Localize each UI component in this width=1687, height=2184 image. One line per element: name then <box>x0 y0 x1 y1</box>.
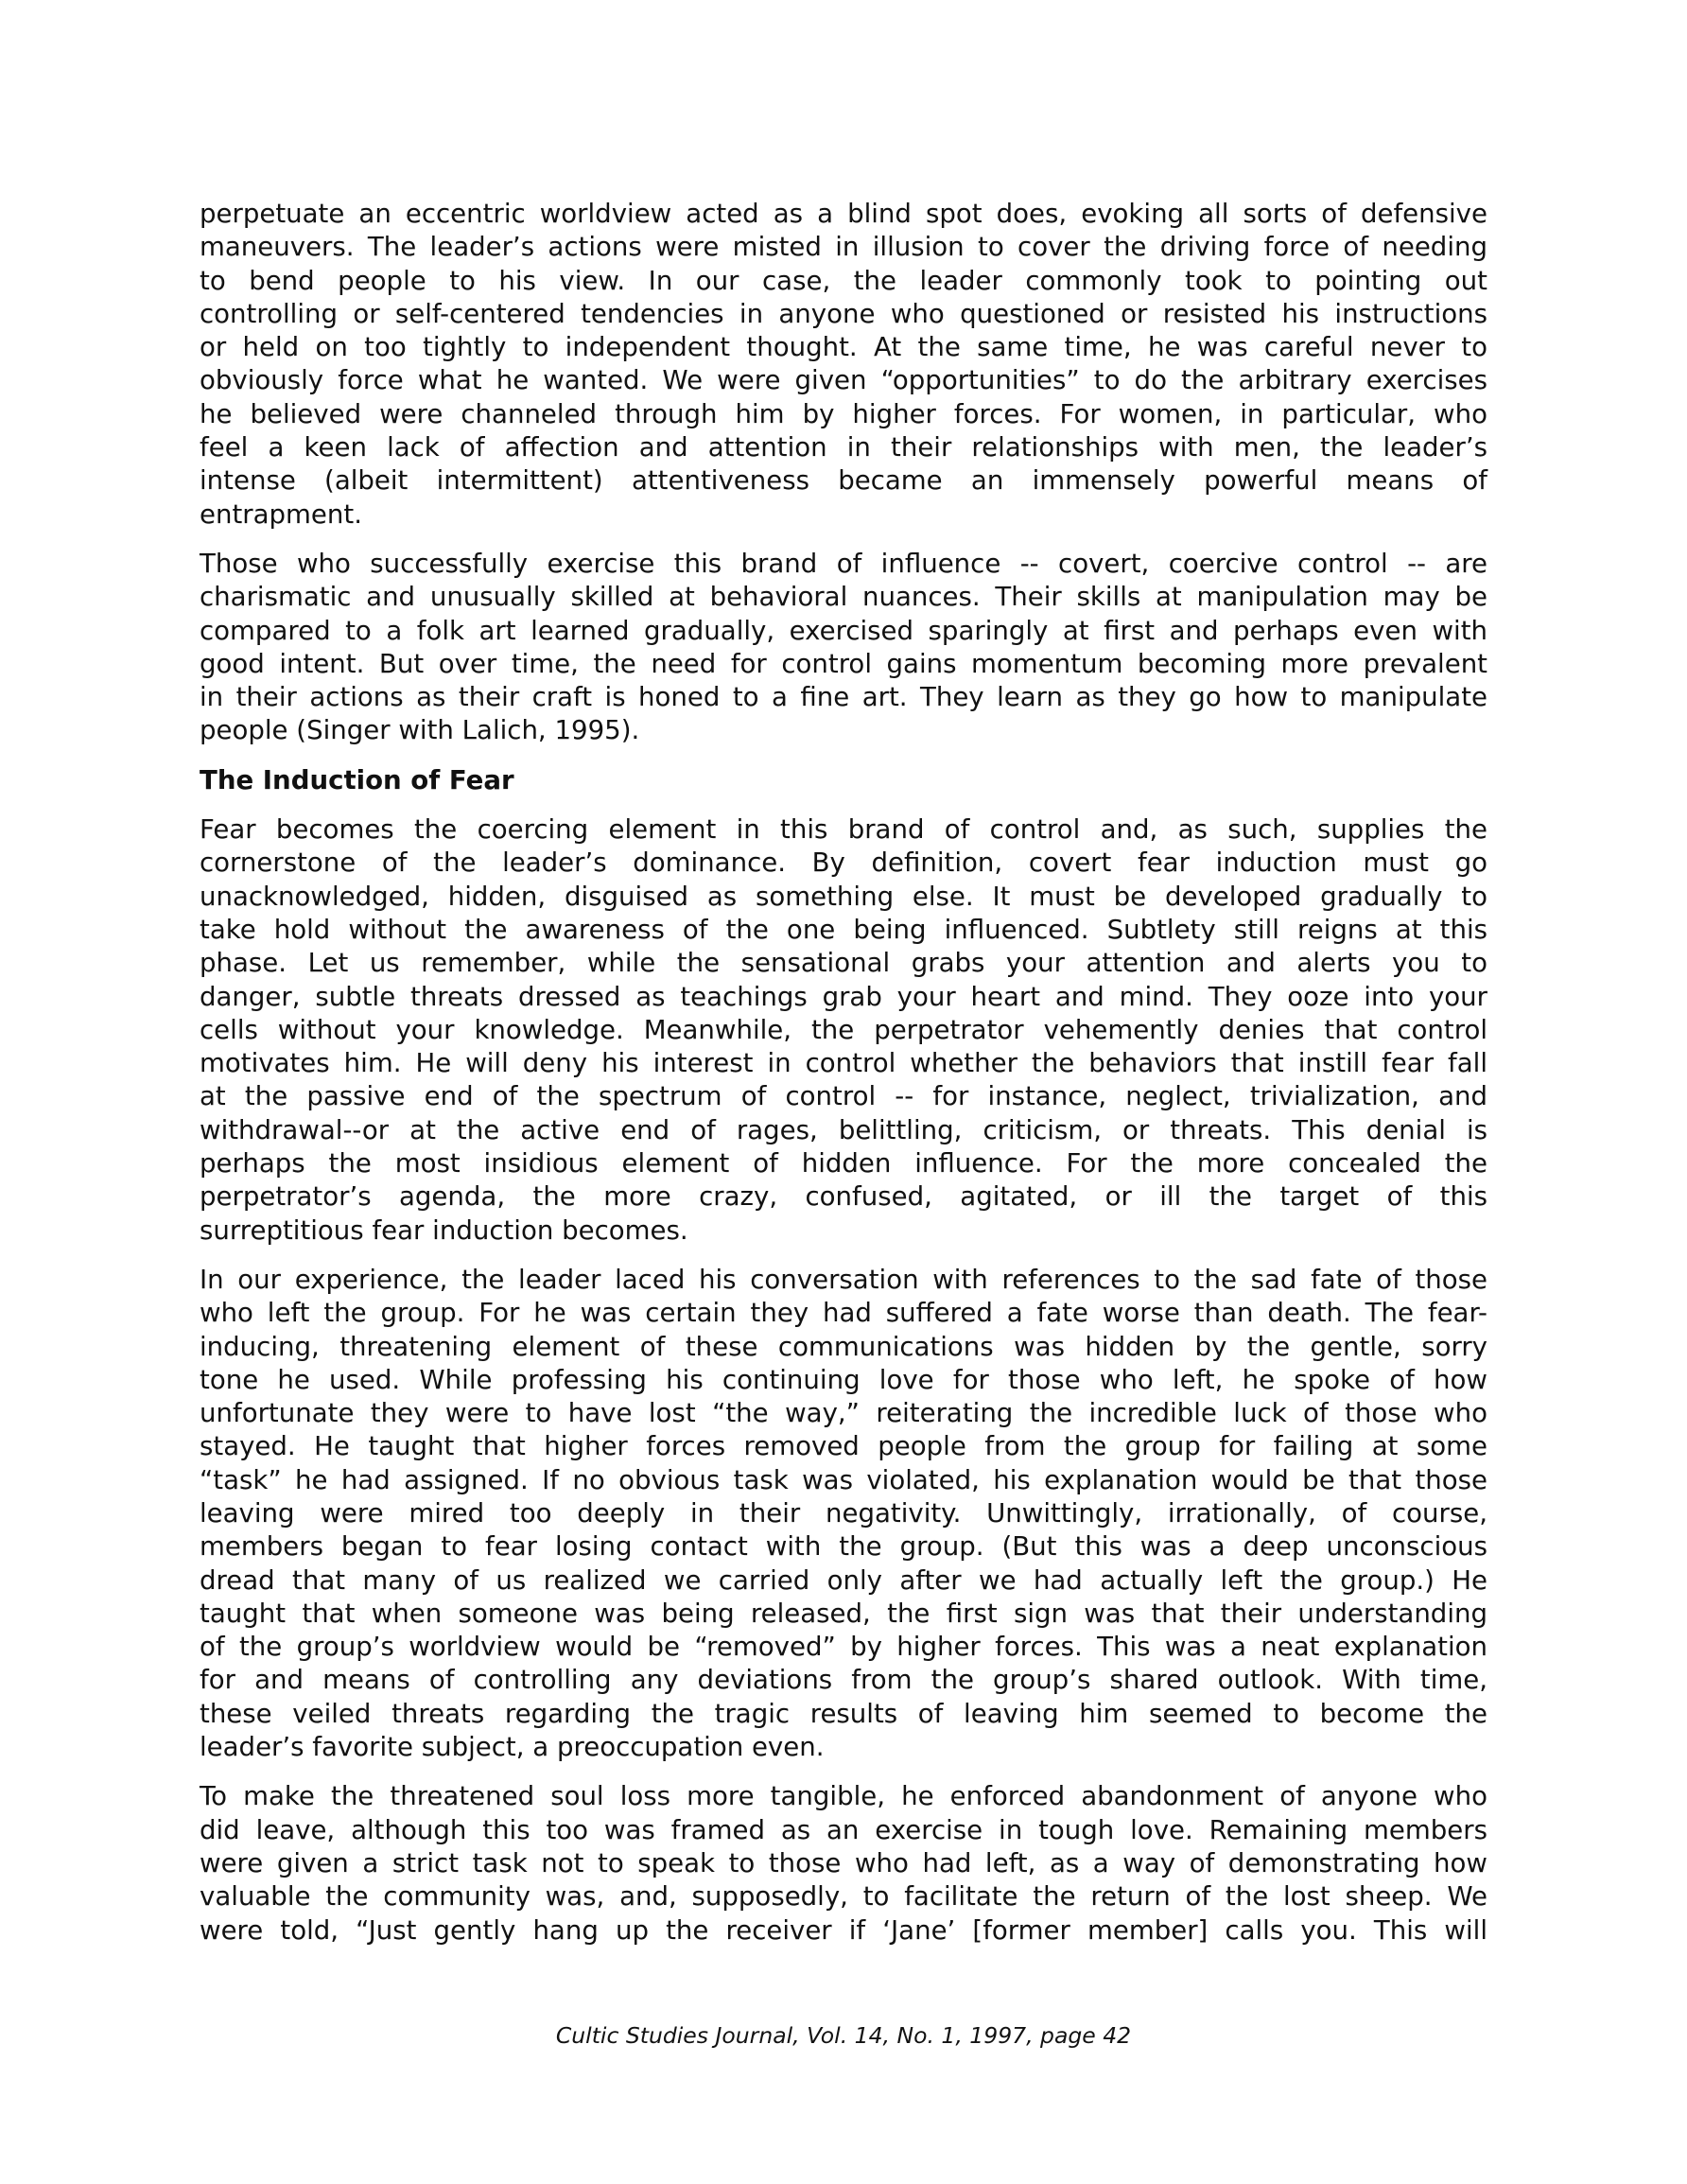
text-line: of the group’s worldview would be “removed” by higher forces. This was a neat explanation <box>200 1631 1487 1663</box>
paragraphs-after-heading <box>200 812 1487 1947</box>
text-line: dread that many of us realized we carried only after we had actually left the group.) He <box>200 1564 1487 1596</box>
text-line: Fear becomes the coercing element in this brand of control and, as such, supplies the <box>200 813 1487 846</box>
text-line: taught that when someone was being released, the first sign was that their understanding <box>200 1597 1487 1629</box>
text-line: in their actions as their craft is honed to a fine art. They learn as they go how to manipulate <box>200 681 1487 713</box>
paragraph <box>200 1779 1487 1946</box>
text-line: people (Singer with Lalich, 1995). <box>200 714 640 746</box>
text-line: perhaps the most insidious element of hidden influence. For the more concealed the <box>200 1147 1487 1179</box>
text-line: In our experience, the leader laced his conversation with references to the sad fate of those <box>200 1263 1487 1295</box>
text-line: surreptitious fear induction becomes. <box>200 1214 688 1246</box>
paragraph <box>200 547 1487 747</box>
text-line: to bend people to his view. In our case, the leader commonly took to pointing out <box>200 264 1487 296</box>
text-line: stayed. He taught that higher forces removed people from the group for failing at some <box>200 1430 1487 1462</box>
text-line: at the passive end of the spectrum of control -- for instance, neglect, trivialization, and <box>200 1080 1487 1112</box>
text-line: these veiled threats regarding the tragic results of leaving him seemed to become the <box>200 1697 1487 1729</box>
text-line: motivates him. He will deny his interest in control whether the behaviors that instill fear fall <box>200 1047 1487 1079</box>
text-line: valuable the community was, and, supposedly, to facilitate the return of the lost sheep. We <box>200 1880 1487 1913</box>
text-line: unfortunate they were to have lost “the way,” reiterating the incredible luck of those who <box>200 1397 1487 1429</box>
text-line: perpetrator’s agenda, the more crazy, confused, agitated, or ill the target of this <box>200 1180 1487 1213</box>
text-line: were given a strict task not to speak to those who had left, as a way of demonstrating how <box>200 1846 1487 1878</box>
text-line: cells without your knowledge. Meanwhile, the perpetrator vehemently denies that control <box>200 1013 1487 1045</box>
text-line: obviously force what he wanted. We were given “opportunities” to do the arbitrary exercises <box>200 364 1487 396</box>
text-line: members began to fear losing contact with the group. (But this was a deep unconscious <box>200 1530 1487 1563</box>
text-line: unacknowledged, hidden, disguised as something else. It must be developed gradually to <box>200 880 1487 912</box>
paragraph <box>200 812 1487 1247</box>
text-line: good intent. But over time, the need for control gains momentum becoming more prevalent <box>200 647 1487 679</box>
text-line: “task” he had assigned. If no obvious task was violated, his explanation would be that those <box>200 1463 1487 1495</box>
text-line: who left the group. For he was certain they had suffered a fate worse than death. The fear- <box>200 1297 1487 1329</box>
text-line: phase. Let us remember, while the sensational grabs your attention and alerts you to <box>200 947 1487 979</box>
text-line: take hold without the awareness of the one being influenced. Subtlety still reigns at this <box>200 913 1487 945</box>
text-line: feel a keen lack of affection and attention in their relationships with men, the leader’s <box>200 431 1487 463</box>
text-line: he believed were channeled through him by higher forces. For women, in particular, who <box>200 397 1487 429</box>
text-line: leader’s favorite subject, a preoccupation even. <box>200 1731 825 1763</box>
text-line: To make the threatened soul loss more tangible, he enforced abandonment of anyone who <box>200 1780 1487 1812</box>
text-line: controlling or self-centered tendencies in anyone who questioned or resisted his instructions <box>200 297 1487 329</box>
text-line: entrapment. <box>200 498 362 530</box>
text-line: perpetuate an eccentric worldview acted as a blind spot does, evoking all sorts of defensive <box>200 198 1487 229</box>
body-text <box>200 197 1487 1963</box>
text-line: cornerstone of the leader’s dominance. By definition, covert fear induction must go <box>200 847 1487 879</box>
footer-citation: Cultic Studies Journal, Vol. 14, No. 1, 1997, page 42 <box>555 2022 1132 2049</box>
text-line: inducing, threatening element of these communications was hidden by the gentle, sorry <box>200 1330 1487 1362</box>
text-line: charismatic and unusually skilled at behavioral nuances. Their skills at manipulation may be <box>200 581 1487 613</box>
text-line: danger, subtle threats dressed as teachings grab your heart and mind. They ooze into your <box>200 980 1487 1012</box>
text-line: compared to a folk art learned gradually, exercised sparingly at first and perhaps even with <box>200 614 1487 646</box>
text-line: maneuvers. The leader’s actions were misted in illusion to cover the driving force of needing <box>200 231 1487 263</box>
section-heading: The Induction of Fear <box>200 763 514 795</box>
text-line: for and means of controlling any deviations from the group’s shared outlook. With time, <box>200 1664 1487 1696</box>
text-line: were told, “Just gently hang up the receiver if ‘Jane’ [former member] calls you. This will <box>200 1913 1487 1946</box>
paragraph <box>200 197 1487 531</box>
text-line: or held on too tightly to independent thought. At the same time, he was careful never to <box>200 331 1487 363</box>
text-line: intense (albeit intermittent) attentiveness became an immensely powerful means of <box>200 464 1487 497</box>
paragraphs-before-heading <box>200 197 1487 747</box>
text-line: tone he used. While professing his continuing love for those who left, he spoke of how <box>200 1363 1487 1395</box>
paragraph <box>200 1263 1487 1763</box>
text-line: leaving were mired too deeply in their negativity. Unwittingly, irrationally, of course, <box>200 1496 1487 1529</box>
text-line: did leave, although this too was framed as an exercise in tough love. Remaining members <box>200 1813 1487 1845</box>
text-line: withdrawal--or at the active end of rages, belittling, criticism, or threats. This denial is <box>200 1113 1487 1145</box>
text-line: Those who successfully exercise this brand of influence -- covert, coercive control -- are <box>200 547 1487 579</box>
